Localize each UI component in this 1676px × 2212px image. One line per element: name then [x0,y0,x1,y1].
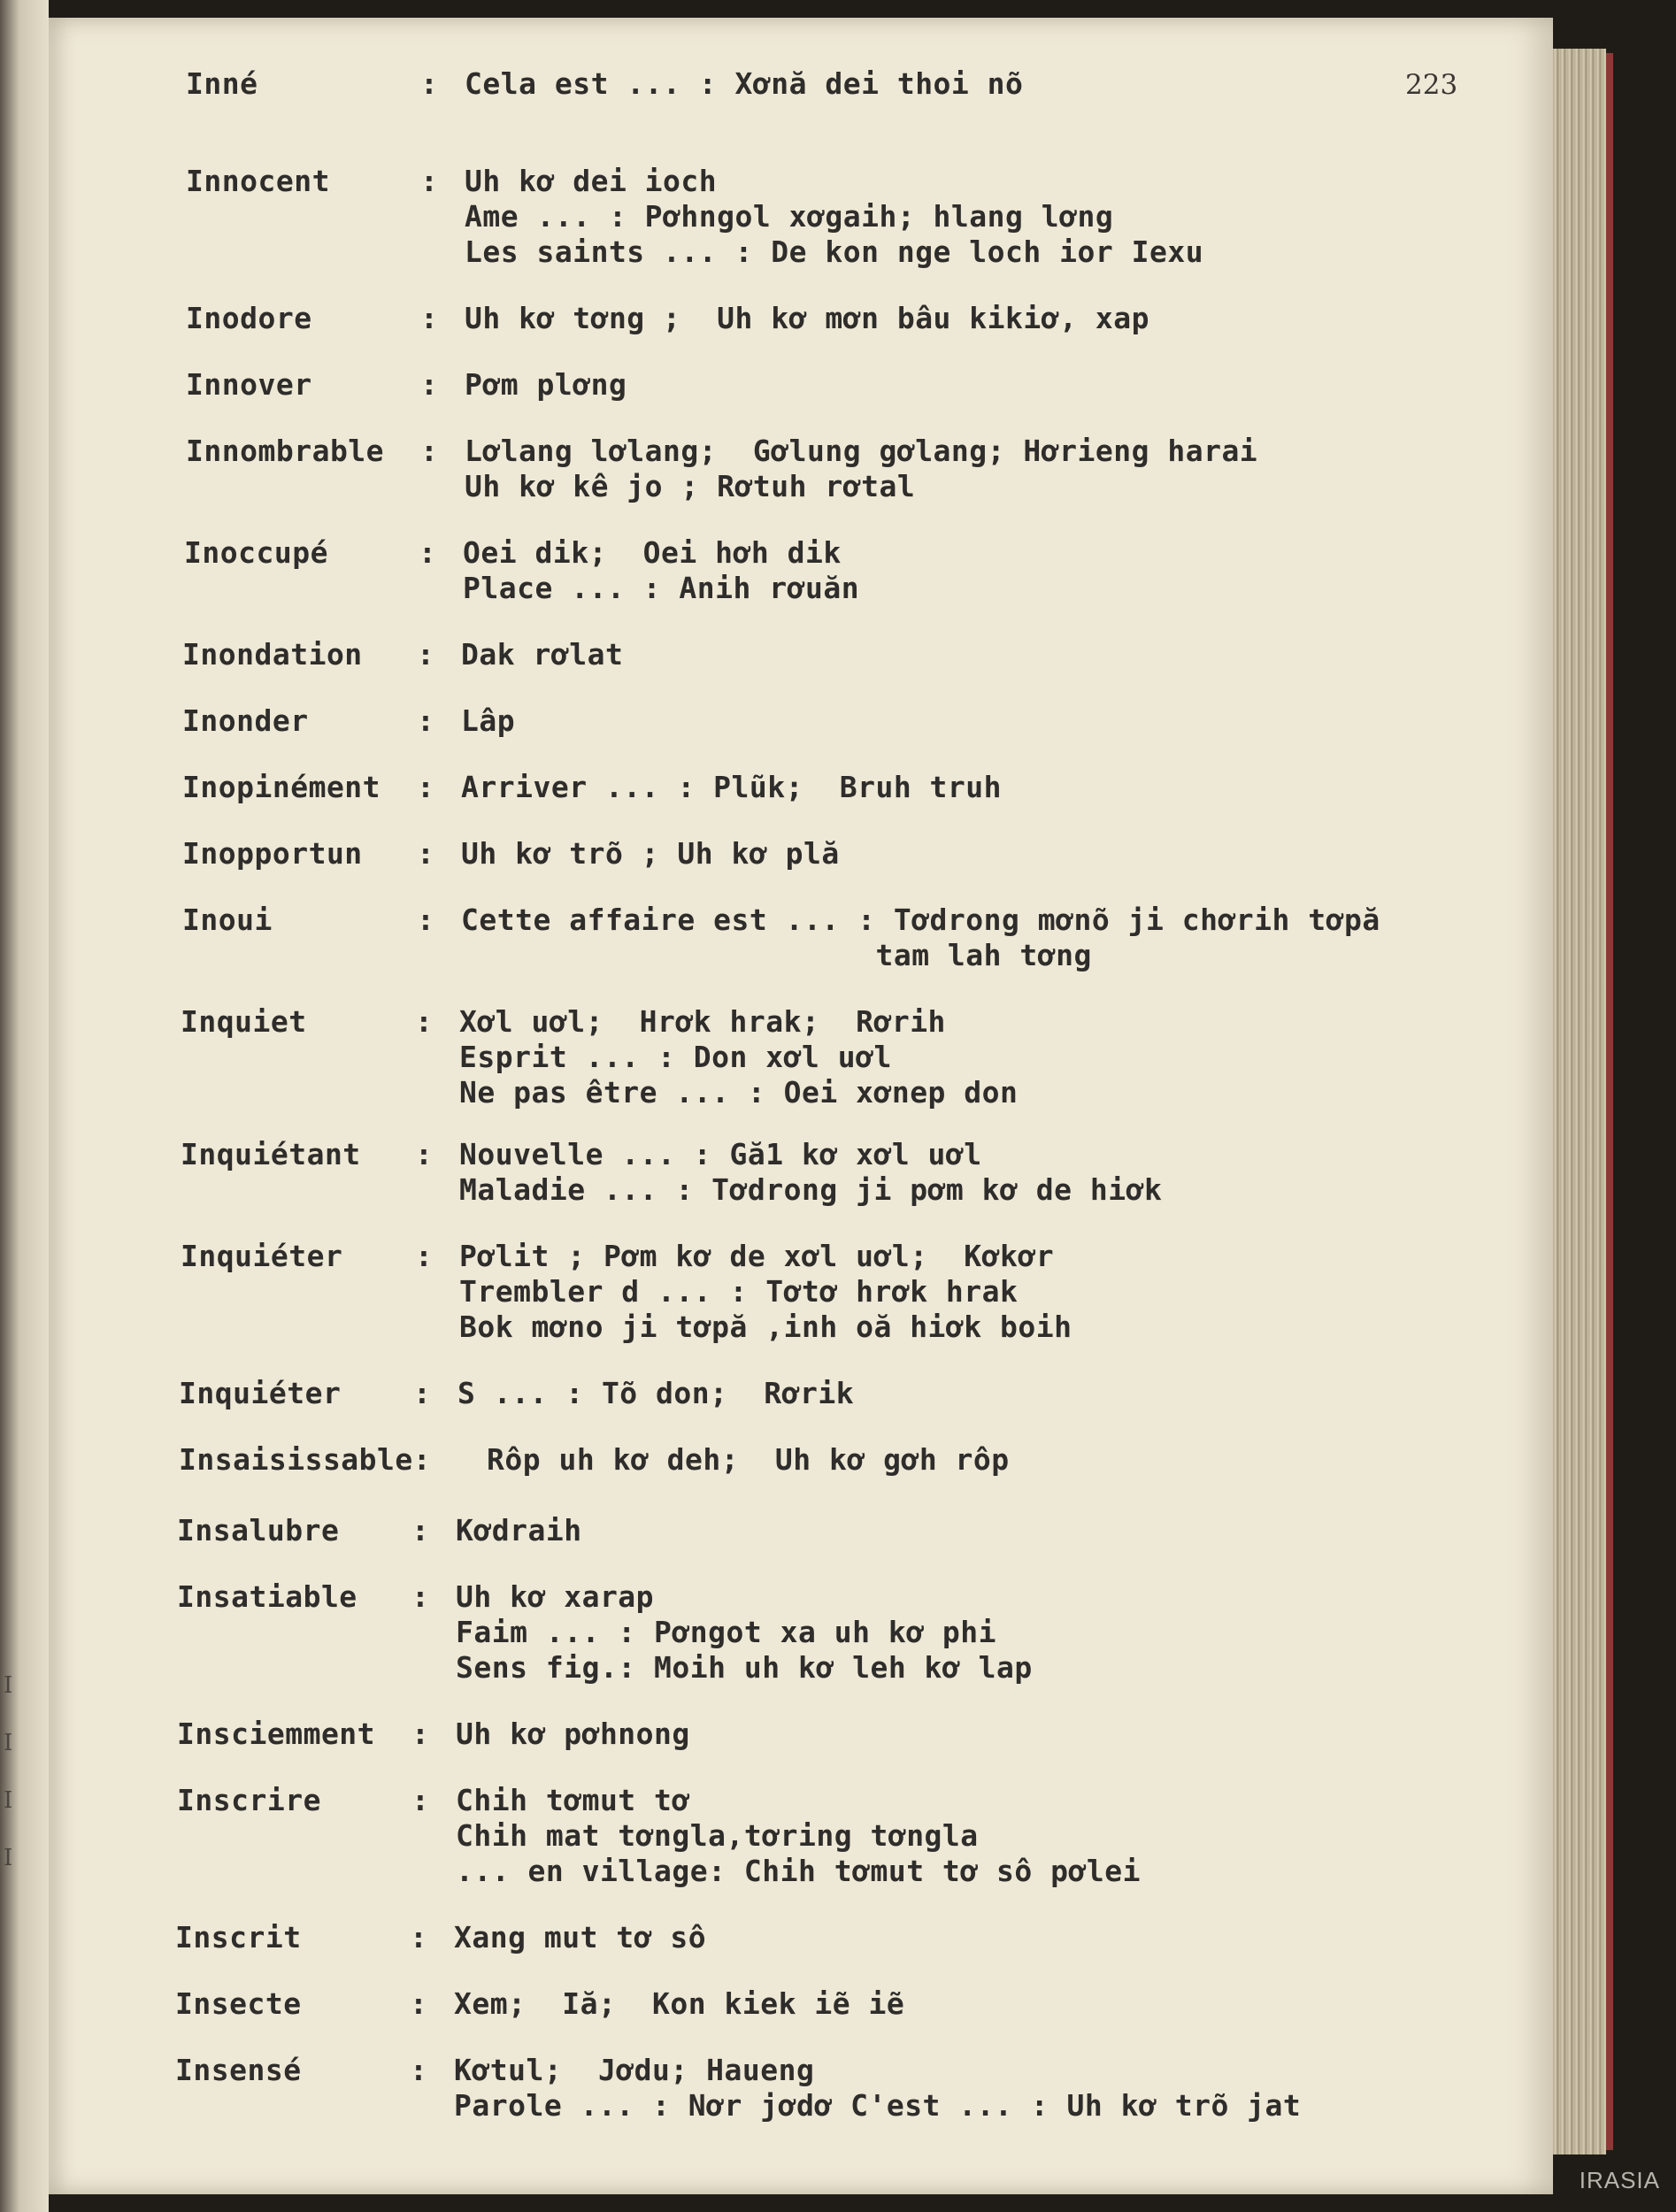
entry-definition-line: Place ... : Anih rơuăn [463,571,860,605]
entry-separator: : [417,836,434,871]
entry-definition-line: Kơdraih [456,1513,582,1548]
entry-definition-line: Uh kơ tơng ; Uh kơ mơn bâu kikiơ, xap [465,301,1149,335]
entry-definition-line: Maladie ... : Tơdrong ji pơm kơ de hiơk [459,1172,1163,1207]
previous-page-edge [0,0,49,2212]
margin-mark: I [4,1845,13,1871]
book-page-edges [1553,49,1606,2154]
entry-headword: Insensé [175,2053,302,2087]
entry-definition-line: Les saints ... : De kon nge loch ior Iexu [465,234,1204,269]
entry-definition-line: Nouvelle ... : Gă1 kơ xơl uơl [459,1137,982,1171]
entry-headword: Inquiétant [181,1137,361,1171]
entry-definition-line: Xơl uơl; Hrơk hrak; Rơrih [459,1004,946,1039]
entry-separator: : [420,164,438,198]
entry-headword: Inné [186,66,258,101]
entry-definition-line: Uh kơ xarap [456,1579,655,1614]
entry-headword: Inquiéter [179,1376,342,1410]
entry-definition-line: Pơm plơng [465,367,627,402]
entry-definition-line: Parole ... : Nơr jơdơ C'est ... : Uh kơ trõ jat [454,2088,1302,2123]
entry-definition-line: S ... : Tõ don; Rơrik [457,1376,855,1410]
entry-definition-line: tam lah tơng [461,938,1092,972]
entry-separator: : [411,1513,429,1548]
entry-definition-line: ... en village: Chih tơmut tơ sô pơlei [456,1854,1141,1888]
entry-separator: : [420,434,438,468]
entry-definition-line: Sens fig.: Moih uh kơ leh kơ lap [456,1650,1033,1685]
entry-separator: : [420,301,438,335]
entry-definition-line: Arriver ... : Plũk; Bruh truh [461,770,1003,804]
entry-definition-line: Trembler d ... : Tơtơ hrơk hrak [459,1274,1019,1309]
entry-separator: : [410,2053,427,2087]
entry-separator: : [411,1783,429,1817]
entry-definition-line: Bok mơno ji tơpă ,inh oă hiơk boih [459,1310,1072,1344]
entry-definition-line: Uh kơ dei ioch [465,164,718,198]
entry-definition-line: Uh kơ kê jo ; Rơtuh rơtal [465,469,916,503]
margin-mark: I [4,1730,13,1756]
entry-definition-line: Xang mut tơ sô [454,1920,707,1955]
entry-separator: : [415,1004,433,1039]
entry-separator: : [410,1920,427,1955]
entry-separator: : [420,66,438,101]
entry-headword: Inondation [182,637,363,672]
entry-definition-line: Lơlang lơlang; Gơlung gơlang; Hơrieng harai [465,434,1258,468]
entry-headword: Inopportun [182,836,363,871]
entry-separator: : [411,1579,429,1614]
entry-separator: : [420,367,438,402]
entry-headword: Insciemment [177,1717,376,1751]
entry-definition-line: Uh kơ trõ ; Uh kơ plă [461,836,840,871]
book-red-edge [1606,53,1613,2150]
entry-headword: Inonder [182,703,309,738]
entry-separator: : [415,1137,433,1171]
entry-definition-line: Kơtul; Jơdu; Haueng [454,2053,815,2087]
entry-headword: Inquiet [181,1004,307,1039]
entry-headword: Insatiable [177,1579,357,1614]
entry-headword: Innover [186,367,312,402]
entry-headword: Insaisissable: [179,1442,432,1477]
entry-definition-line: Chih mat tơngla,tơring tơngla [456,1818,979,1853]
entry-definition-line: Cela est ... : Xơnă dei thoi nõ [465,66,1024,101]
entry-definition-line: Esprit ... : Don xơl uơl [459,1040,892,1074]
entry-headword: Inopinément [182,770,381,804]
entry-definition-line: Xem; Iă; Kon kiek iẽ iẽ [454,1986,905,2021]
entry-separator: : [417,637,434,672]
dictionary-page [49,18,1553,2194]
entry-headword: Inoui [182,902,273,937]
page-number: 223 [1405,69,1458,101]
entry-headword: Inodore [186,301,312,335]
entry-headword: Inquiéter [181,1239,343,1273]
entry-headword: Insalubre [177,1513,340,1548]
entry-definition-line: Faim ... : Pơngot xa uh kơ phi [456,1615,997,1649]
entry-separator: : [410,1986,427,2021]
entry-definition-line: Ne pas être ... : Oei xơnep don [459,1075,1019,1110]
entry-headword: Inscrit [175,1920,302,1955]
margin-mark: I [4,1672,13,1699]
entry-separator: : [417,770,434,804]
entry-definition-line: Ame ... : Pơhngol xơgaih; hlang lơng [465,199,1114,234]
entry-definition-line: Cette affaire est ... : Tơdrong mơnõ ji chơrih tơpă [461,902,1380,937]
entry-definition-line: Rôp uh kơ deh; Uh kơ gơh rôp [487,1442,1010,1477]
entry-headword: Inscrire [177,1783,321,1817]
entry-headword: Insecte [175,1986,302,2021]
watermark: IRASIA [1579,2167,1660,2193]
entry-definition-line: Dak rơlat [461,637,624,672]
entry-definition-line: Chih tơmut tơ [456,1783,690,1817]
entry-definition-line: Lâp [461,703,516,738]
entry-separator: : [411,1717,429,1751]
entry-headword: Inoccupé [184,535,328,570]
margin-mark: I [4,1787,13,1814]
entry-separator: : [415,1239,433,1273]
entry-headword: Innocent [186,164,330,198]
entry-separator: : [417,902,434,937]
entry-separator: : [417,703,434,738]
entry-definition-line: Oei dik; Oei hơh dik [463,535,842,570]
entry-separator: : [419,535,436,570]
entry-headword: Innombrable [186,434,385,468]
entry-definition-line: Pơlit ; Pơm kơ de xơl uơl; Kơkơr [459,1239,1055,1273]
entry-definition-line: Uh kơ pơhnong [456,1717,690,1751]
entry-separator: : [413,1376,431,1410]
